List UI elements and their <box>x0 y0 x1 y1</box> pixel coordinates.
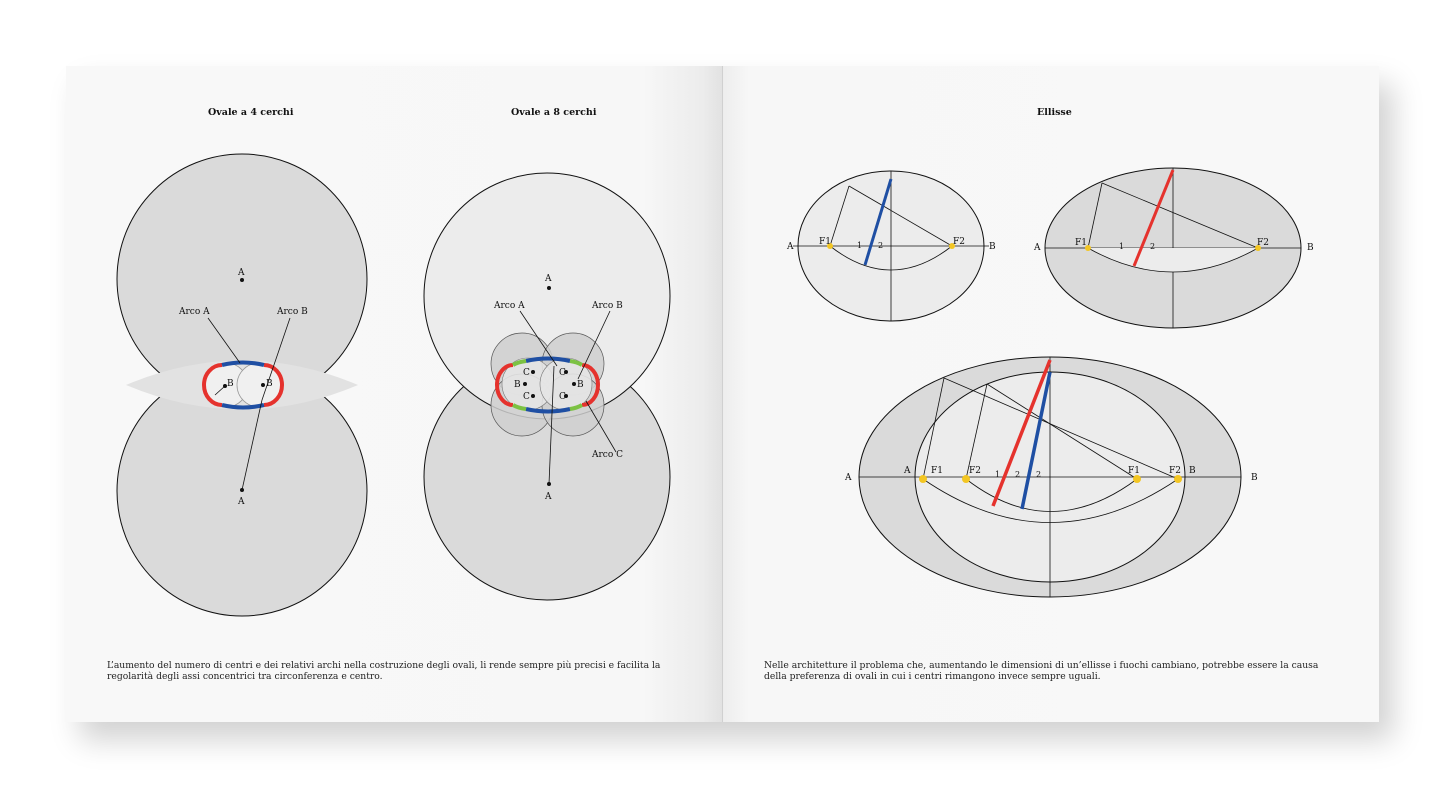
left-caption: L’aumento del numero di centri e dei relativi archi nella costruzione degli ovali, li rende sempre più precisi e facilita la regolarità degli assi concentrici tra circonferenza e centro. <box>107 660 661 682</box>
ellipse-diagram-small-left <box>786 171 996 321</box>
four-circle-oval-diagram <box>117 154 367 616</box>
svg-text:A: A <box>787 242 794 252</box>
label-center-a-top: A <box>545 274 552 284</box>
center-b-right <box>261 383 265 387</box>
svg-text:B: B <box>989 242 996 252</box>
title-oval-four-circles: Ovale a 4 cerchi <box>208 107 294 118</box>
svg-text:F2: F2 <box>953 237 965 247</box>
label-center-a-bottom: A <box>545 492 552 502</box>
title-oval-eight-circles: Ovale a 8 cerchi <box>511 107 597 118</box>
label-center-c: C <box>523 392 530 402</box>
svg-text:2: 2 <box>1036 470 1042 479</box>
label-center-b-right: B <box>577 380 584 390</box>
svg-text:B: B <box>1307 243 1314 253</box>
label-center-b-right: B <box>266 379 273 389</box>
svg-text:A: A <box>1034 243 1041 253</box>
label-center-b-left: B <box>227 379 234 389</box>
svg-text:A: A <box>845 473 852 483</box>
eight-circle-oval-diagram <box>424 173 670 600</box>
svg-text:2: 2 <box>1015 470 1021 479</box>
label-center-a-top: A <box>238 268 245 278</box>
svg-text:F1: F1 <box>819 237 831 247</box>
label-center-c: C <box>559 392 566 402</box>
svg-text:F1: F1 <box>931 466 943 476</box>
svg-text:B: B <box>1251 473 1258 483</box>
svg-text:F1: F1 <box>1128 466 1140 476</box>
svg-text:A: A <box>904 466 911 476</box>
label-center-c: C <box>559 368 566 378</box>
svg-text:F2: F2 <box>969 466 981 476</box>
ellipse-diagram-large <box>844 357 1258 597</box>
svg-text:1: 1 <box>857 241 863 250</box>
label-arc-a: Arco A <box>494 301 525 311</box>
svg-text:2: 2 <box>878 241 884 250</box>
center-a-top <box>240 278 244 282</box>
ellipse-diagram-small-right <box>1033 168 1314 328</box>
svg-text:2: 2 <box>1150 242 1156 251</box>
book-spread <box>66 66 1379 722</box>
left-page <box>66 66 722 722</box>
svg-text:F2: F2 <box>1257 238 1269 248</box>
label-arc-b: Arco B <box>592 301 623 311</box>
svg-text:F2: F2 <box>1169 466 1181 476</box>
label-center-b-left: B <box>514 380 521 390</box>
label-center-c: C <box>523 368 530 378</box>
label-center-a-bottom: A <box>238 497 245 507</box>
ellipse-diagrams <box>723 66 1379 722</box>
right-page <box>723 66 1379 722</box>
right-caption: Nelle architetture il problema che, aumentando le dimensioni di un’ellisse i fuochi cambiano, potrebbe essere la causa della preferenza di ovali in cui i centri rimangono invece sempre uguali. <box>764 660 1319 682</box>
label-arc-a: Arco A <box>179 307 210 317</box>
svg-text:B: B <box>1189 466 1196 476</box>
label-arc-c: Arco C <box>592 450 624 460</box>
small-circles <box>491 333 604 436</box>
svg-text:1: 1 <box>995 470 1001 479</box>
title-ellipse: Ellisse <box>1037 107 1072 118</box>
svg-text:1: 1 <box>1119 242 1125 251</box>
oval-diagrams <box>66 66 722 722</box>
svg-text:F1: F1 <box>1075 238 1087 248</box>
label-arc-b: Arco B <box>277 307 308 317</box>
